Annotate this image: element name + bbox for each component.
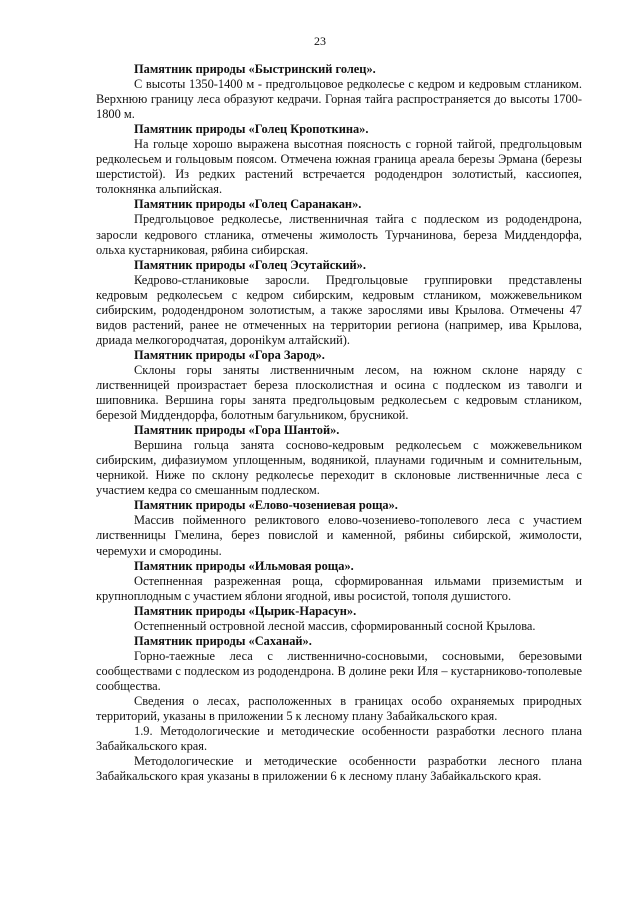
section-title-bystrinsky: Памятник природы «Быстринский голец». bbox=[134, 62, 376, 76]
section-text-elovo-chozenievaya: Массив пойменного реликтового елово-чозениево-тополевого леса с участием лиственницы Гмелина, берез повислой и каменной, рябины сибирской, жимолости, черемухи и смородины. bbox=[96, 513, 582, 558]
section-text-esutaisky: Кедрово-стланиковые заросли. Предгольцовые группировки представлены кедровым редколесьем с кедром сибирским, кедровым стлаником, можжевельником сибирским, рододендроном золотистым, а также зарослями ивы Крылова. Отмечены 47 видов растений, ранее не отмеченных на территории региона (например, ива Крылова, дриада мелкогородчатая, доронikум алтайский). bbox=[96, 272, 582, 347]
section-text-tsyrik-narasun: Остепненный островной лесной массив, сформированный сосной Крылова. bbox=[134, 618, 536, 633]
section-title-kropotkin: Памятник природы «Голец Кропоткина». bbox=[134, 122, 369, 137]
page-content bbox=[96, 62, 582, 784]
section-text-saranakan: Предгольцовое редколесье, лиственничная тайга с подлеском из рододендрона, заросли кедрового стланика, отмечены жимолость Турчанинова, береза Миддендорфа, ольха кустарниковая, рябина сибирская. bbox=[96, 212, 582, 257]
section-title-saranakan: Памятник природы «Голец Саранакан». bbox=[134, 197, 362, 212]
section-text-zarod: Склоны горы заняты лиственничным лесом, на южном склоне наряду с лиственницей произрастает береза плосколистная и осина с подлеском из таволги и шиповника. Вершина горы занята предгольцовым редколесьем с кедровым стлаником, березой Миддендорфа, болотным багульником, брусникой. bbox=[96, 362, 582, 423]
closing-paragraph-methodology: Методологические и методические особенности разработки лесного плана Забайкальского края указаны в приложении 6 к лесному плану Забайкальского края. bbox=[96, 754, 582, 784]
section-text-ilmovaya: Остепненная разреженная роща, сформированная ильмами приземистым и крупноплодным с участием яблони ягодной, ивы росистой, тополя душистого. bbox=[96, 573, 582, 603]
section-text-shantoy: Вершина гольца занята сосново-кедровым редколесьем с можжевельником сибирским, дифазиумом уплощенным, водяникой, плаунами годичным и сомнительным, черникой. Ниже по склону редколесье переходит в склоновые лиственничные леса с участием кедра со смешанным подлеском. bbox=[96, 438, 582, 498]
section-title-elovo-chozenievaya: Памятник природы «Елово-чозениевая роща». bbox=[134, 498, 398, 513]
section-text-sakhanay: Горно-таежные леса с лиственнично-сосновыми, сосновыми, березовыми сообществами с подлеском из рододендрона. В долине реки Иля – кустарниково-тополевые сообщества. bbox=[96, 648, 582, 693]
subsection-heading-1-9: 1.9. Методологические и методические особенности разработки лесного плана Забайкальского края. bbox=[96, 724, 582, 754]
section-title-sakhanay: Памятник природы «Саханай». bbox=[134, 633, 312, 648]
section-title-esutaisky: Памятник природы «Голец Эсутайский». bbox=[134, 257, 366, 272]
section-text-bystrinsky: С высоты 1350-1400 м - предгольцовое редколесье с кедром и кедровым стлаником. Верхнюю границу леса образуют кедрачи. Горная тайга распространяется до высоты 1700-1800 м. bbox=[96, 77, 582, 122]
section-title-zarod: Памятник природы «Гора Зарод». bbox=[134, 347, 325, 362]
section-text-kropotkin: На гольце хорошо выражена высотная поясность с горной тайгой, предгольцовым редколесьем и гольцовым поясом. Отмечена южная граница ареала березы Эрмана (березы шерстистой). Из редких растений встречается рододендрон золотистый, кассиопея, толокнянка альпийская. bbox=[96, 137, 582, 197]
section-title-tsyrik-narasun: Памятник природы «Цырик-Нарасун». bbox=[134, 603, 357, 618]
section-title-ilmovaya: Памятник природы «Ильмовая роща». bbox=[134, 558, 354, 573]
section-title-shantoy: Памятник природы «Гора Шантой». bbox=[134, 423, 340, 438]
closing-paragraph-protected-areas: Сведения о лесах, расположенных в границах особо охраняемых природных территорий, указаны в приложении 5 к лесному плану Забайкальского края. bbox=[96, 693, 582, 724]
page-number: 23 bbox=[314, 34, 326, 48]
